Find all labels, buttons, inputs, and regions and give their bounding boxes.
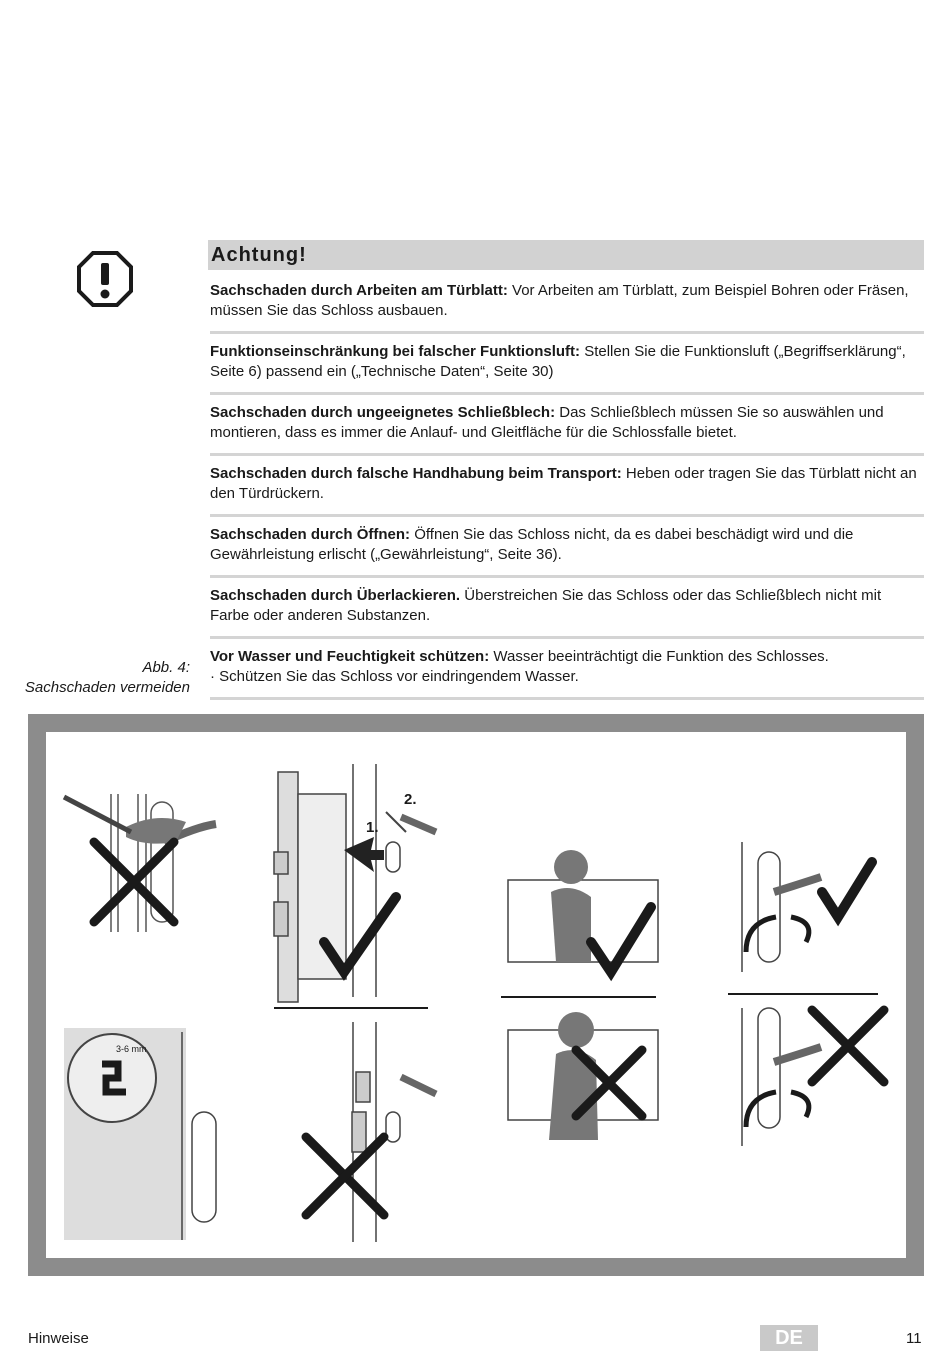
warning-item bbox=[210, 647, 924, 700]
item-text: Öffnen Sie das Schloss nicht, da es dabei beschädigt wird und die Gewährleistung erlischt („Gewährleistung“, Seite 36). bbox=[210, 526, 854, 563]
caption-title: Sachschaden vermeiden bbox=[24, 679, 190, 696]
drilling-illustration bbox=[352, 1022, 436, 1242]
warning-item bbox=[210, 586, 924, 639]
page-number: 11 bbox=[906, 1330, 922, 1347]
figure-illustration bbox=[46, 732, 906, 1258]
figure-caption bbox=[20, 658, 190, 698]
item-title: Sachschaden durch falsche Handhabung beim Transport: bbox=[210, 465, 622, 482]
gap-label: 3-6 mm bbox=[116, 1044, 147, 1054]
item-title: Sachschaden durch Arbeiten am Türblatt: bbox=[210, 282, 508, 299]
cross-icon bbox=[812, 1010, 884, 1082]
handle-wrong-illustration bbox=[742, 1008, 821, 1146]
warning-item bbox=[210, 342, 924, 395]
item-text: Vor Arbeiten am Türblatt, zum Beispiel Bohren oder Fräsen, müssen Sie das Schloss ausbauen. bbox=[210, 282, 909, 319]
handle-ok-illustration bbox=[728, 842, 878, 994]
step-2-label: 2. bbox=[404, 791, 417, 808]
bullet-text: · Schützen Sie das Schloss vor eindringendem Wasser. bbox=[210, 668, 579, 685]
warning-octagon-icon bbox=[76, 250, 134, 308]
gap-detail-illustration bbox=[64, 1028, 216, 1240]
item-text: Heben oder tragen Sie das Türblatt nicht an den Türdrückern. bbox=[210, 465, 917, 502]
item-title: Sachschaden durch ungeeignetes Schließblech: bbox=[210, 404, 556, 421]
item-text: Wasser beeinträchtigt die Funktion des Schlosses. bbox=[489, 648, 829, 665]
illustration-svg bbox=[46, 732, 906, 1258]
step-1-label: 1. bbox=[366, 819, 379, 836]
item-title: Vor Wasser und Feuchtigkeit schützen: bbox=[210, 648, 490, 665]
item-title: Funktionseinschränkung bei falscher Funktionsluft: bbox=[210, 343, 581, 360]
warning-heading: Achtung! bbox=[211, 244, 307, 266]
item-title: Sachschaden durch Überlackieren. bbox=[210, 587, 461, 604]
footer-section: Hinweise bbox=[28, 1330, 89, 1347]
caption-number: Abb. 4: bbox=[142, 659, 190, 676]
warning-item bbox=[210, 464, 924, 517]
warning-list bbox=[210, 281, 924, 708]
figure-frame bbox=[28, 714, 924, 1276]
warning-item bbox=[210, 403, 924, 456]
item-text: Stellen Sie die Funktionsluft („Begriffserklärung“, Seite 6) passend ein („Technische Daten“, Seite 30) bbox=[210, 343, 906, 380]
item-text: Überstreichen Sie das Schloss oder das Schließblech nicht mit Farbe oder anderen Substanzen. bbox=[210, 587, 882, 624]
cross-icon bbox=[94, 842, 174, 922]
warning-item bbox=[210, 525, 924, 578]
item-text: Das Schließblech müssen Sie so auswählen und montieren, dass es immer die Anlauf- und Gleitfläche für die Schlossfalle bietet. bbox=[210, 404, 884, 441]
warning-item bbox=[210, 281, 924, 334]
person-carrying-illustration bbox=[508, 1012, 658, 1140]
person-door-illustration bbox=[501, 850, 658, 997]
cross-icon bbox=[306, 1137, 384, 1215]
item-title: Sachschaden durch Öffnen: bbox=[210, 526, 411, 543]
paint-brush-illustration bbox=[64, 794, 216, 932]
checkmark-icon bbox=[822, 862, 872, 917]
warning-heading-bar bbox=[208, 240, 924, 270]
language-badge: DE bbox=[760, 1325, 818, 1351]
